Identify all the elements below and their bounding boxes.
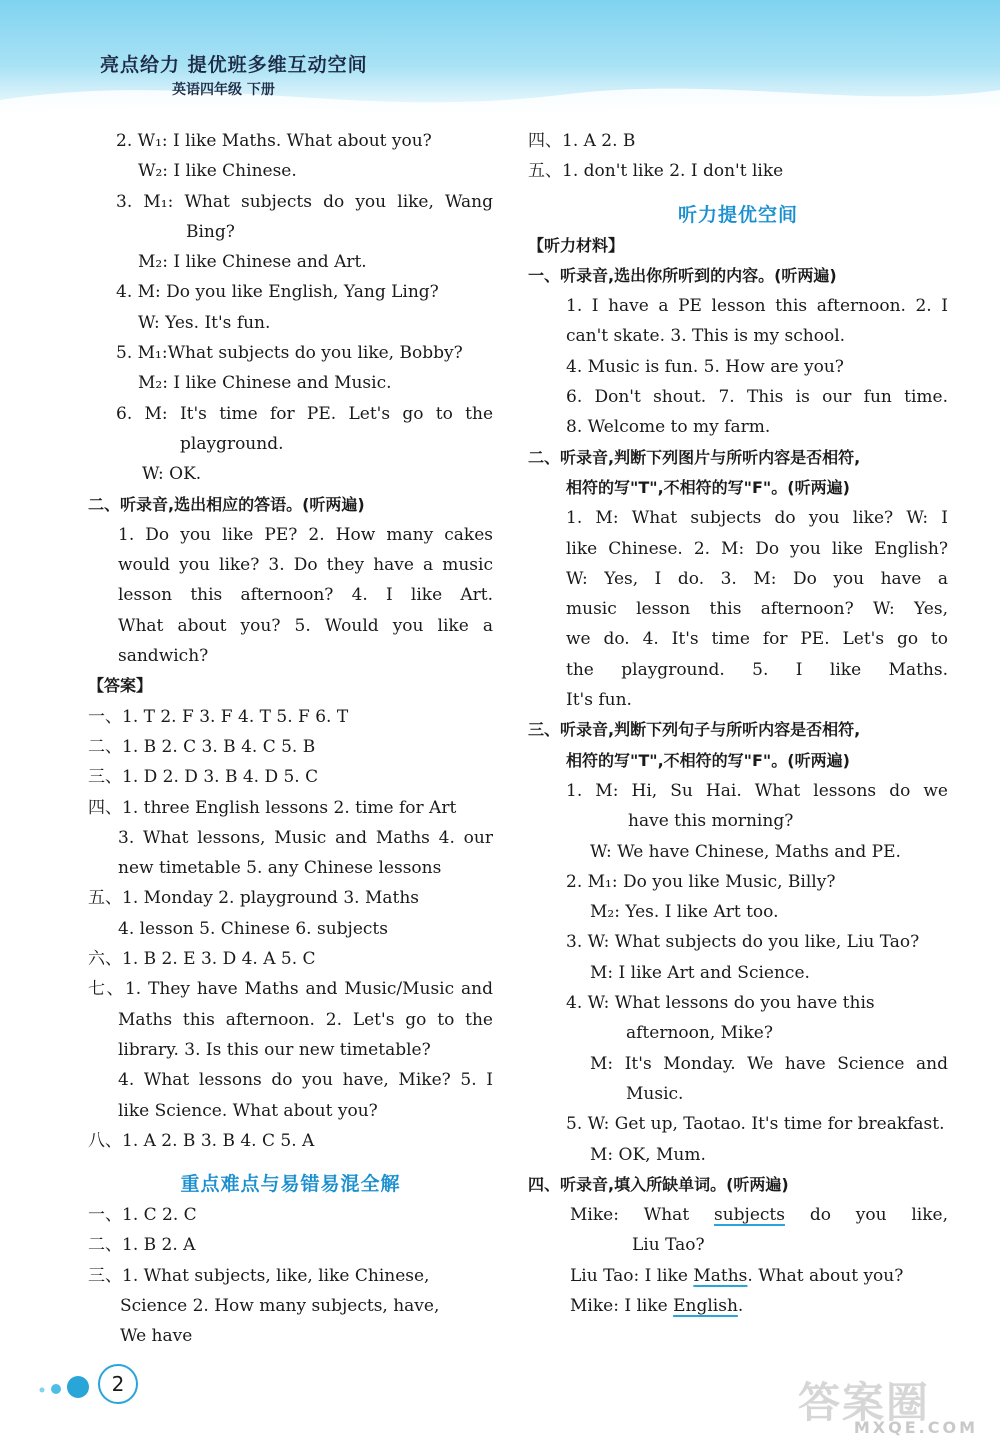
text-line: 4. What lessons do you have, Mike? 5. I: [118, 1070, 493, 1091]
fill-answer: subjects: [714, 1205, 785, 1226]
text-line: sandwich?: [118, 646, 209, 667]
text-line: 4. W: What lessons do you have this: [566, 993, 875, 1014]
text-line: Science 2. How many subjects, have,: [120, 1295, 440, 1316]
text-line: 五、1. Monday 2. playground 3. Maths: [88, 888, 420, 909]
text-line: M₂: I like Chinese and Music.: [138, 373, 392, 394]
text-line: We have: [120, 1326, 193, 1347]
watermark-main: 答案圈: [798, 1378, 931, 1427]
text-line: 二、1. B 2. A: [88, 1235, 196, 1256]
fill-text: Liu Tao?: [632, 1235, 705, 1256]
section-heading: 二、听录音,选出相应的答语。(听两遍): [88, 494, 365, 514]
text-line: Bing?: [186, 221, 235, 242]
text-line: W: Yes. It's fun.: [138, 312, 271, 333]
text-line: 三、1. What subjects, like, like Chinese,: [88, 1265, 430, 1286]
section-heading: 【听力材料】: [528, 235, 625, 255]
fill-answer: English: [673, 1295, 738, 1316]
fill-text: Liu Tao: I like: [570, 1265, 694, 1286]
section-heading: 四、听录音,填入所缺单词。(听两遍): [528, 1174, 789, 1194]
text-line: Music.: [626, 1083, 684, 1104]
text-line: can't skate. 3. This is my school.: [566, 326, 846, 347]
text-line: 8. Welcome to my farm.: [566, 417, 771, 438]
text-line: W: OK.: [142, 464, 202, 485]
fill-line-4: [528, 1291, 948, 1321]
fill-line-1: [528, 1200, 948, 1230]
fill-text: . What about you?: [747, 1265, 904, 1286]
text-line: 七、1. They have Maths and Music/Music and: [88, 979, 493, 1000]
section-heading: 二、听录音,判断下列图片与所听内容是否相符,: [528, 447, 861, 467]
text-line: playground.: [180, 433, 284, 454]
text-line: 五、1. don't like 2. I don't like: [528, 161, 784, 182]
text-line: 八、1. A 2. B 3. B 4. C 5. A: [88, 1130, 315, 1151]
fill-answer: Maths: [693, 1265, 748, 1286]
text-line: like Science. What about you?: [118, 1100, 378, 1121]
text-line: What about you? 5. Would you like a: [118, 615, 493, 636]
text-line: 二、1. B 2. C 3. B 4. C 5. B: [88, 736, 316, 757]
page-dots-decoration: [38, 1368, 98, 1408]
text-line: W₂: I like Chinese.: [138, 161, 297, 182]
fill-text: Mike: What: [570, 1205, 690, 1226]
section-heading: 三、听录音,判断下列句子与所听内容是否相符,: [528, 720, 861, 740]
book-title: 亮点给力 提优班多维互动空间: [100, 54, 368, 76]
text-line: W: We have Chinese, Maths and PE.: [590, 841, 901, 862]
section-heading: 一、听录音,选出你所听到的内容。(听两遍): [528, 265, 837, 285]
right-column: [528, 126, 948, 1321]
watermark: [798, 1370, 978, 1440]
text-line: 四、1. three English lessons 2. time for Art: [88, 797, 457, 818]
text-line: like Chinese. 2. M: Do you like English?: [566, 538, 948, 559]
section-title: 重点难点与易错易混全解: [180, 1173, 401, 1196]
text-line: 三、1. D 2. D 3. B 4. D 5. C: [88, 767, 319, 788]
fill-text: do you like,: [809, 1205, 949, 1226]
right-body: [528, 231, 948, 1201]
book-subtitle: 英语四年级 下册: [172, 82, 275, 98]
text-line: 3. M₁: What subjects do you like, Wang: [116, 191, 493, 212]
text-line: Maths this afternoon. 2. Let's go to the: [118, 1009, 493, 1030]
text-line: have this morning?: [628, 811, 794, 832]
fill-text: .: [737, 1295, 744, 1316]
text-line: new timetable 5. any Chinese lessons: [118, 858, 442, 879]
text-line: 5. W: Get up, Taotao. It's time for breakfast.: [566, 1114, 945, 1135]
text-line: M₂: I like Chinese and Art.: [138, 252, 367, 273]
text-line: lesson this afternoon? 4. I like Art.: [118, 585, 493, 606]
left-column: [88, 126, 493, 1352]
text-line: afternoon, Mike?: [626, 1023, 773, 1044]
right-top-answers: [528, 126, 948, 187]
text-line: 1. M: Hi, Su Hai. What lessons do we: [566, 780, 948, 801]
fill-line-2: [528, 1230, 948, 1260]
text-line: 4. Music is fun. 5. How are you?: [566, 356, 844, 377]
fill-text: Mike: I like: [570, 1295, 674, 1316]
text-line: 6. M: It's time for PE. Let's go to the: [116, 403, 493, 424]
section-heading: 相符的写"T",不相符的写"F"。(听两遍): [566, 750, 850, 770]
text-line: would you like? 3. Do they have a music: [118, 555, 493, 576]
text-line: 一、1. C 2. C: [88, 1205, 197, 1226]
text-line: 一、1. T 2. F 3. F 4. T 5. F 6. T: [88, 706, 349, 727]
fill-line-3: [528, 1261, 948, 1291]
text-line: It's fun.: [566, 690, 632, 711]
text-line: we do. 4. It's time for PE. Let's go to: [566, 629, 948, 650]
text-line: 5. M₁:What subjects do you like, Bobby?: [116, 343, 463, 364]
text-line: 1. M: What subjects do you like? W: I: [566, 508, 948, 529]
text-line: M: It's Monday. We have Science and: [590, 1053, 948, 1074]
text-line: M: OK, Mum.: [590, 1144, 706, 1165]
text-line: library. 3. Is this our new timetable?: [118, 1039, 431, 1060]
text-line: 2. M₁: Do you like Music, Billy?: [566, 871, 836, 892]
text-line: M₂: Yes. I like Art too.: [590, 902, 779, 923]
text-line: 1. I have a PE lesson this afternoon. 2. I: [566, 296, 948, 317]
text-line: 四、1. A 2. B: [528, 131, 636, 151]
section-title-listening: 听力提优空间: [677, 203, 798, 226]
text-line: 4. M: Do you like English, Yang Ling?: [116, 282, 439, 303]
text-line: M: I like Art and Science.: [590, 962, 810, 983]
text-line: 2. W₁: I like Maths. What about you?: [116, 131, 432, 151]
text-line: 4. lesson 5. Chinese 6. subjects: [118, 918, 388, 939]
text-line: 3. W: What subjects do you like, Liu Tao?: [566, 932, 920, 953]
text-line: 6. Don't shout. 7. This is our fun time.: [566, 387, 948, 408]
text-line: 六、1. B 2. E 3. D 4. A 5. C: [88, 949, 316, 970]
watermark-url: MXQE.COM: [853, 1418, 978, 1437]
text-line: 1. Do you like PE? 2. How many cakes: [118, 524, 493, 545]
text-line: W: Yes, I do. 3. M: Do you have a: [566, 568, 948, 589]
page-number: 2: [98, 1364, 138, 1404]
section-heading: 【答案】: [88, 676, 153, 696]
text-line: the playground. 5. I like Maths.: [566, 659, 948, 680]
text-line: music lesson this afternoon? W: Yes,: [566, 599, 948, 620]
section-heading: 相符的写"T",不相符的写"F"。(听两遍): [566, 477, 850, 497]
text-line: 3. What lessons, Music and Maths 4. our: [118, 827, 493, 848]
